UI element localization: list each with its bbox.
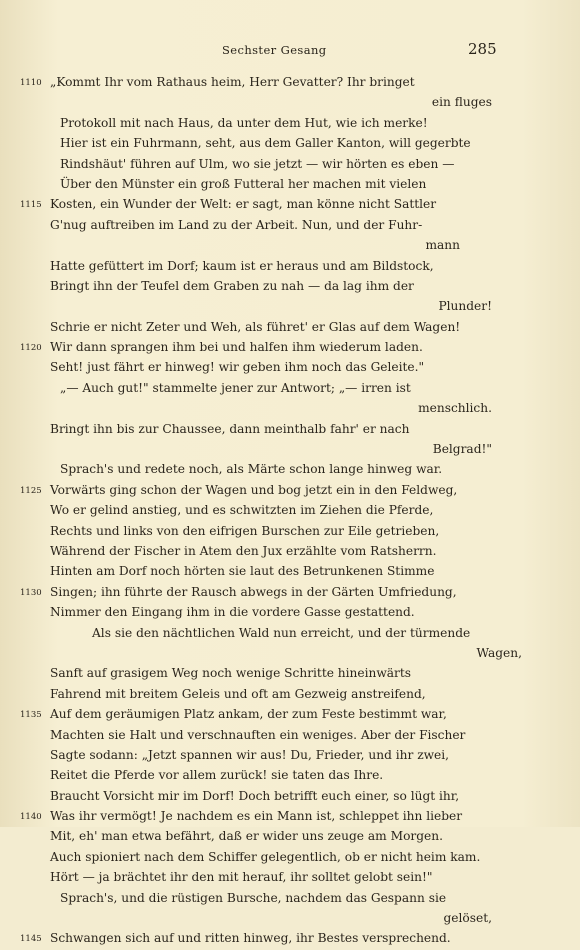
verse-line [0,459,580,479]
line-text: Braucht Vorsicht mir im Dorf! Doch betrifft euch einer, so lügt ihr, [50,788,460,803]
line-number: 1130 [20,587,42,598]
line-number: 1135 [20,710,42,721]
line-text: „Kommt Ihr vom Rathaus heim, Herr Gevatter? Ihr bringet [50,75,415,89]
verse-line [0,215,580,235]
verse-line [0,357,580,377]
verse-line [0,826,580,846]
line-text: Sprach's, und die rüstigen Bursche, nachdem das Gespann sie [60,890,447,905]
verse-line [0,663,580,683]
line-text: Was ihr vermögt! Je nachdem es ein Mann ist, schleppet ihn lieber [50,809,463,824]
line-text: Während der Fischer in Atem den Jux erzählte vom Ratsherrn. [50,543,437,558]
line-text: Bringt ihn bis zur Chaussee, dann meinthalb fahr' er nach [50,421,410,436]
line-text: Wagen, [476,645,522,660]
verse-line [0,317,580,337]
verse-line [0,745,580,765]
running-title: Sechster Gesang [222,43,327,57]
line-text: Rindshäut' führen auf Ulm, wo sie jetzt — wir hörten es eben — [60,156,455,171]
verse-line [0,867,580,887]
line-text: ein fluges [431,95,492,110]
line-text: Nimmer den Eingang ihm in die vordere Gasse gestattend. [50,605,415,620]
verse-continuation [0,296,580,316]
line-text: gelöset, [443,911,492,926]
line-text: Schrie er nicht Zeter und Weh, als führet' er Glas auf dem Wagen! [50,319,461,334]
line-text: Rechts und links von den eifrigen Burschen zur Eile getrieben, [50,523,440,538]
verse-continuation [0,643,580,663]
verse-line [0,72,580,92]
line-number: 1120 [20,343,42,354]
page-number: 285 [468,40,497,58]
verse-continuation [0,908,580,928]
line-text: Belgrad!" [432,442,492,457]
line-number: 1145 [20,934,42,945]
line-text: Schwangen sich auf und ritten hinweg, ihr Bestes versprechend. [50,931,451,946]
line-number: 1140 [20,812,42,823]
line-text: Bringt ihn der Teufel dem Graben zu nah — da lag ihm der [50,278,414,293]
verse-line [0,786,580,806]
line-text: Reitet die Pferde vor allem zurück! sie taten das Ihre. [50,768,384,783]
verse-line [0,276,580,296]
line-text: Vorwärts ging schon der Wagen und bog jetzt ein in den Feldweg, [50,482,458,497]
line-text: Machten sie Halt und verschnauften ein weniges. Aber der Fischer [50,727,466,742]
verse-line [0,623,580,643]
verse-line [0,928,580,948]
line-text: mann [425,238,460,253]
line-number: 1125 [20,485,42,496]
line-text: Sprach's und redete noch, als Märte schon lange hinweg war. [60,462,443,477]
verse-line [0,561,580,581]
line-text: Über den Münster ein groß Futteral her machen mit vielen [60,176,427,191]
verse-line [0,113,580,133]
verse-line [0,256,580,276]
verse-line [0,378,580,398]
line-text: Sanft auf grasigem Weg noch wenige Schritte hineinwärts [50,666,412,681]
verse-line [0,500,580,520]
verse-line [0,704,580,724]
verse-continuation [0,398,580,418]
verse-line [0,847,580,867]
verse-line [0,684,580,704]
verse-line [0,888,580,908]
line-text: Wo er gelind anstieg, und es schwitzten im Ziehen die Pferde, [50,503,434,518]
verse-line [0,521,580,541]
verse-line [0,174,580,194]
line-number: 1115 [20,200,42,211]
line-text: Kosten, ein Wunder der Welt: er sagt, man könne nicht Sattler [50,197,437,212]
verse-line [0,480,580,500]
line-text: Plunder! [438,299,492,314]
line-text: Wir dann sprangen ihm bei und halfen ihm wiederum laden. [50,340,423,355]
line-text: G'nug auftreiben im Land zu der Arbeit. Nun, und der Fuhr- [50,217,423,232]
verse-line [0,806,580,826]
line-text: „— Auch gut!" stammelte jener zur Antwort; „— irren ist [60,380,411,395]
line-text: Hört — ja brächtet ihr den mit herauf, ihr solltet gelobt sein!" [50,870,433,885]
verse-line [0,154,580,174]
verse-line [0,133,580,153]
verse-line [0,337,580,357]
verse-line [0,419,580,439]
line-text: Seht! just fährt er hinweg! wir geben ihm noch das Geleite." [50,360,425,375]
verse-line [0,194,580,214]
line-text: Singen; ihn führte der Rausch abwegs in der Gärten Umfriedung, [50,584,457,599]
verse-line [0,602,580,622]
verse-line [0,541,580,561]
verse-line [0,765,580,785]
line-text: Protokoll mit nach Haus, da unter dem Hut, wie ich merke! [60,115,428,130]
page-header [0,40,580,64]
line-text: Hinten am Dorf noch hörten sie laut des Betrunkenen Stimme [50,564,435,579]
line-text: Auf dem geräumigen Platz ankam, der zum Feste bestimmt war, [50,707,447,722]
verse-body [0,72,580,949]
verse-continuation [0,92,580,112]
line-number: 1110 [20,78,42,88]
verse-line [0,582,580,602]
line-text: Hatte gefüttert im Dorf; kaum ist er heraus und am Bildstock, [50,258,434,273]
verse-continuation [0,235,580,255]
line-text: Als sie den nächtlichen Wald nun erreicht, und der türmende [92,625,471,640]
line-text: Auch spioniert nach dem Schiffer gelegentlich, ob er nicht heim kam. [50,849,481,864]
line-text: menschlich. [418,401,492,416]
line-text: Sagte sodann: „Jetzt spannen wir aus! Du, Frieder, und ihr zwei, [50,747,450,762]
verse-continuation [0,439,580,459]
line-text: Fahrend mit breitem Geleis und oft am Gezweig anstreifend, [50,686,426,701]
line-text: Mit, eh' man etwa befährt, daß er wider uns zeuge am Morgen. [50,829,443,844]
verse-line [0,725,580,745]
line-text: Hier ist ein Fuhrmann, seht, aus dem Galler Kanton, will gegerbte [60,136,471,151]
